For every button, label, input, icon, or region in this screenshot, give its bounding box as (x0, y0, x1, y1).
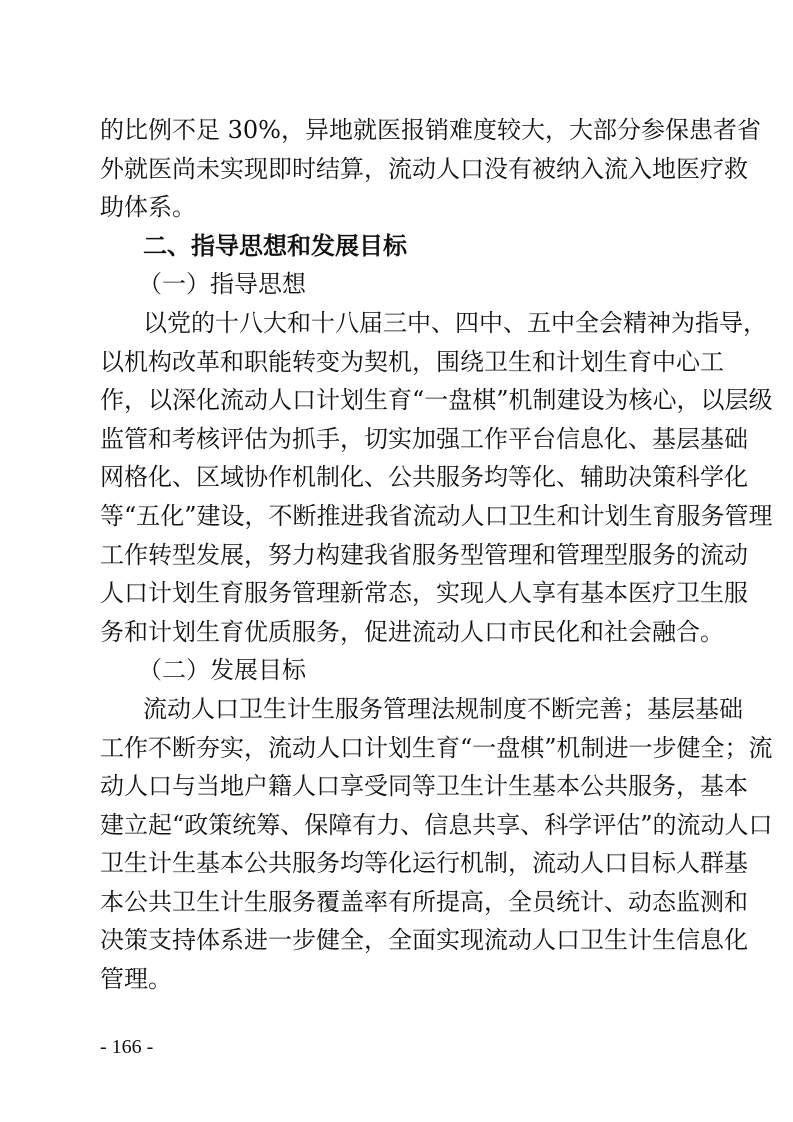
text-line: 等“五化”建设，不断推进我省流动人口卫生和计划生育服务管理 (100, 501, 773, 530)
text-line: 工作转型发展，努力构建我省服务型管理和管理型服务的流动 (100, 540, 748, 569)
text-line: 作，以深化流动人口计划生育“一盘棋”机制建设为核心，以层级 (100, 386, 773, 415)
subsection-heading: （一）指导思想 (138, 270, 306, 299)
text-line: 动人口与当地户籍人口享受同等卫生计生基本公共服务，基本 (100, 772, 748, 801)
text-line: 卫生计生基本公共服务均等化运行机制，流动人口目标人群基 (100, 849, 748, 878)
text-line: 工作不断夯实，流动人口计划生育“一盘棋”机制进一步健全；流 (100, 733, 773, 762)
text-line: 外就医尚未实现即时结算，流动人口没有被纳入流入地医疗救 (100, 154, 748, 183)
page-number: - 166 - (100, 1036, 154, 1058)
text-line: 以机构改革和职能转变为契机，围绕卫生和计划生育中心工 (100, 347, 724, 376)
text-line: 本公共卫生计生服务覆盖率有所提高，全员统计、动态监测和 (100, 887, 748, 916)
section-heading: 二、指导思想和发展目标 (143, 231, 407, 260)
text-line: 务和计划生育优质服务，促进流动人口市民化和社会融合。 (100, 617, 724, 646)
text-line: 管理。 (100, 965, 172, 994)
text-line: 建立起“政策统筹、保障有力、信息共享、科学评估”的流动人口 (100, 810, 773, 839)
text-line: 助体系。 (100, 193, 196, 222)
text-line: 的比例不足 30%，异地就医报销难度较大，大部分参保患者省 (100, 116, 761, 144)
text-line: 流动人口卫生计生服务管理法规制度不断完善；基层基础 (143, 694, 743, 723)
text-line: 决策支持体系进一步健全，全面实现流动人口卫生计生信息化 (100, 926, 748, 955)
subsection-heading: （二）发展目标 (138, 656, 306, 685)
text-line: 人口计划生育服务管理新常态，实现人人享有基本医疗卫生服 (100, 579, 748, 608)
text-line: 网格化、区域协作机制化、公共服务均等化、辅助决策科学化 (100, 463, 748, 492)
text-line: 监管和考核评估为抓手，切实加强工作平台信息化、基层基础 (100, 424, 748, 453)
document-body (100, 111, 773, 999)
text-line: 以党的十八大和十八届三中、四中、五中全会精神为指导， (143, 308, 767, 337)
